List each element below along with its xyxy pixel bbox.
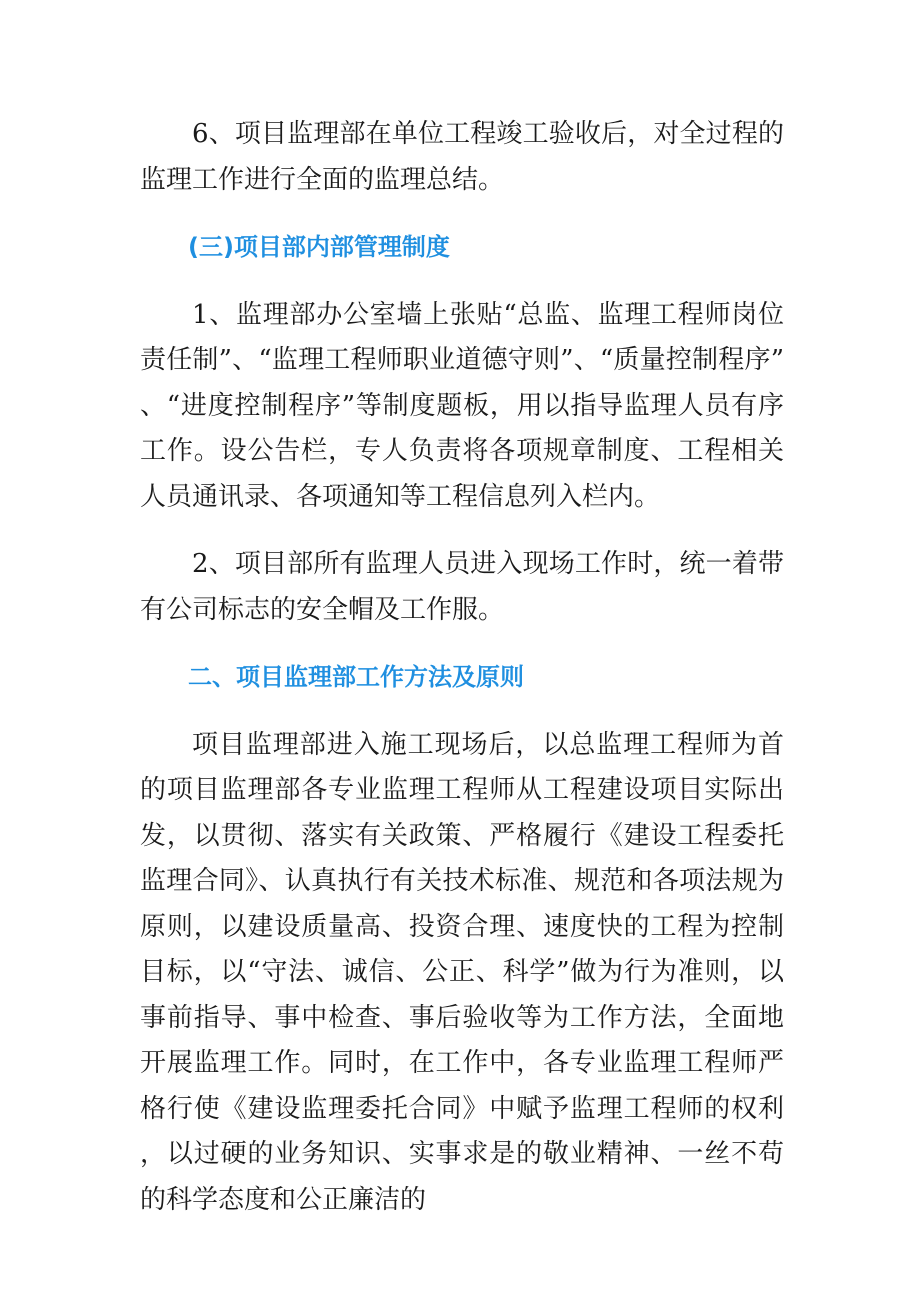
- document-body: [140, 112, 784, 1223]
- paragraph-methods-body: 项目监理部进入施工现场后，以总监理工程师为首的项目监理部各专业监理工程师从工程建设项目实际出发，以贯彻、落实有关政策、严格履行《建设工程委托监理合同》、认真执行有关技术标准、规范和各项法规为原则，以建设质量高、投资合理、速度快的工程为控制目标，以“守法、诚信、公正、科学”做为行为准则，以事前指导、事中检查、事后验收等为工作方法，全面地开展监理工作。同时，在工作中，各专业监理工程师严格行使《建设监理委托合同》中赋予监理工程师的权利，以过硬的业务知识、实事求是的敬业精神、一丝不苟的科学态度和公正廉洁的: [140, 729, 784, 1215]
- paragraph-gap: [140, 271, 784, 293]
- paragraph-item-1: 1、监理部办公室墙上张贴“总监、监理工程师岗位责任制”、“监理工程师职业道德守则”、“质量控制程序”、“进度控制程序”等制度题板，用以指导监理人员有序工作。设公告栏，专人负责将各项规章制度、工程相关人员通讯录、各项通知等工程信息列入栏内。: [140, 299, 784, 512]
- paragraph-gap: [140, 203, 784, 225]
- paragraph-gap: [140, 520, 784, 542]
- section-heading-internal-management: (三)项目部内部管理制度: [188, 233, 450, 261]
- paragraph-gap: [140, 633, 784, 655]
- paragraph-gap: [140, 701, 784, 723]
- paragraph-item-2: 2、项目部所有监理人员进入现场工作时，统一着带有公司标志的安全帽及工作服。: [140, 549, 784, 625]
- section-heading-methods-principles: 二、项目监理部工作方法及原则: [188, 663, 524, 691]
- paragraph-item-6: 6、项目监理部在单位工程竣工验收后，对全过程的监理工作进行全面的监理总结。: [140, 119, 784, 195]
